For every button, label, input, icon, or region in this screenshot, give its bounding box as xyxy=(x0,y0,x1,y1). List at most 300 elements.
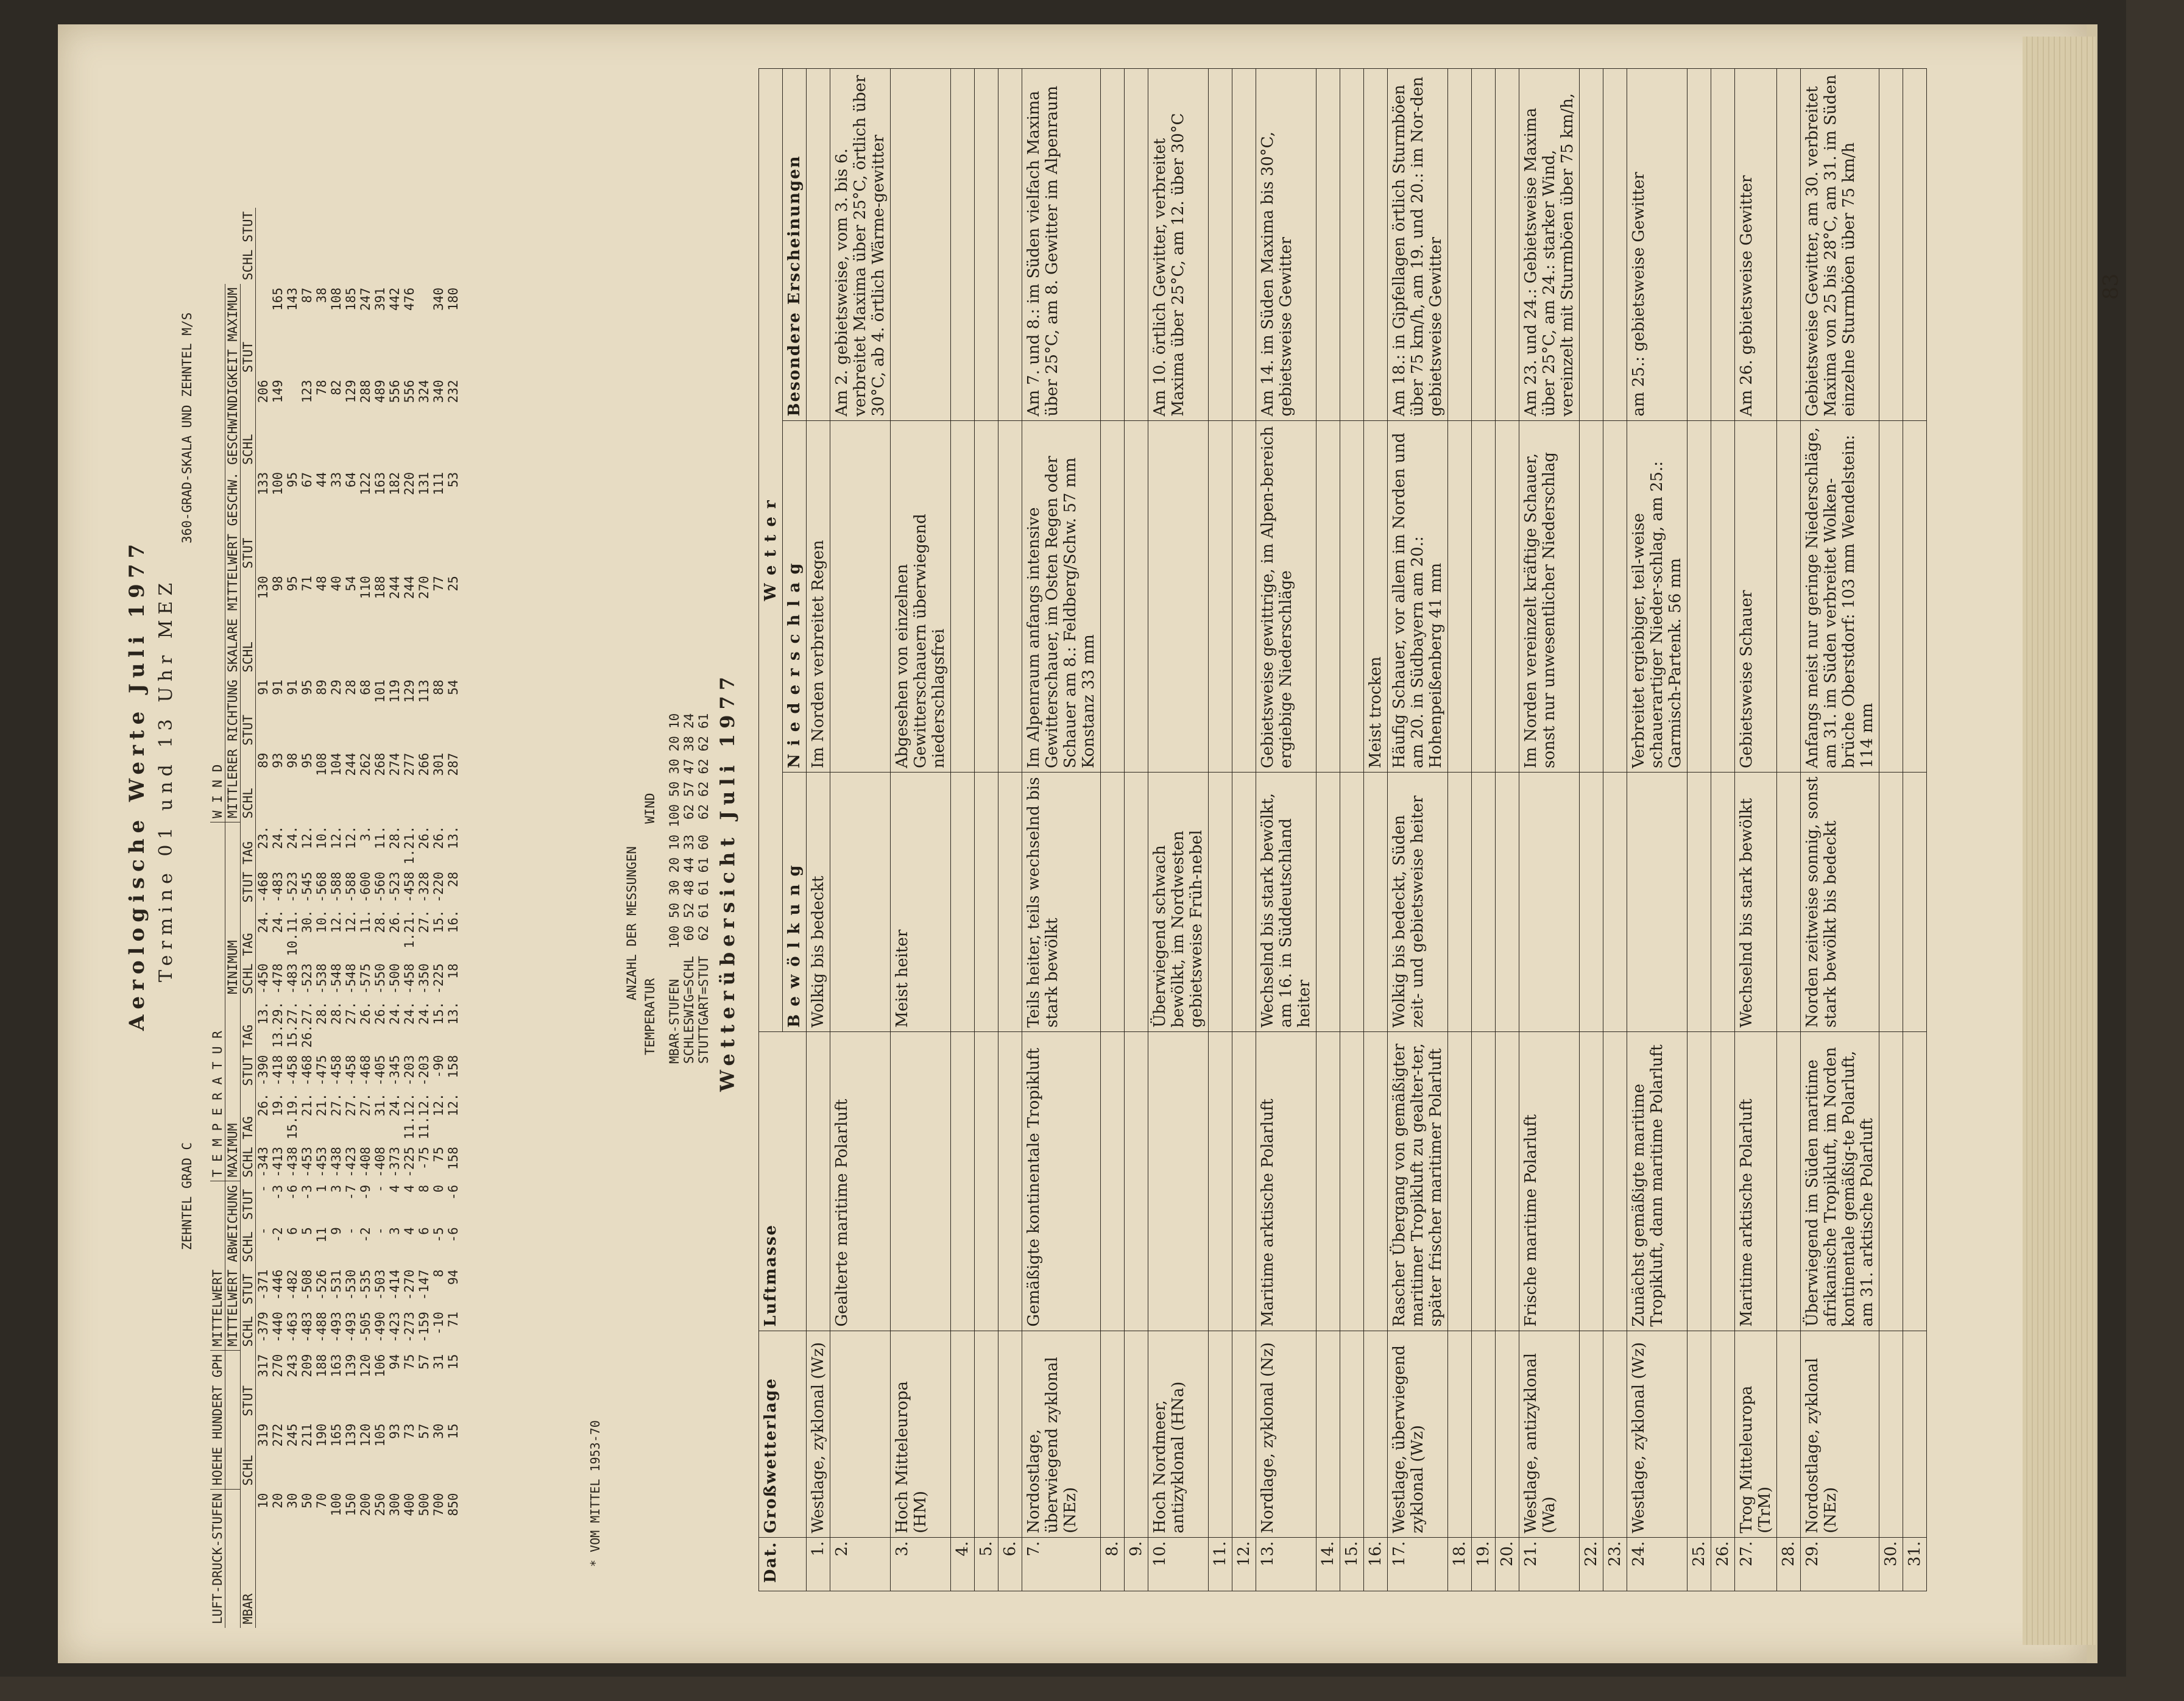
table-cell: -458 xyxy=(402,963,417,994)
table-cell: 13. xyxy=(256,1001,270,1025)
cell-bew xyxy=(1232,773,1256,1032)
cell-luft xyxy=(1364,1031,1388,1331)
table-cell: -483 xyxy=(270,871,285,903)
table-cell: 24 xyxy=(682,713,696,729)
table-row xyxy=(1101,69,1125,1591)
column-header: SCHL xyxy=(241,960,256,998)
cell-gwl: Trog Mitteleuropa (TrM) xyxy=(1735,1331,1777,1537)
table-cell: 93 xyxy=(270,752,285,768)
cell-bes: Gebietsweise Gewitter, am 30. verbreitet Maxima von 25 bis 28°C, am 31. im Süden einzelne Sturmböen über 75 km/h xyxy=(1801,69,1879,421)
cell-bew xyxy=(1101,773,1125,1032)
cell-luft: Rascher Übergang von gemäßigter maritimer Tropikluft zu gealter-ter, später frischer maritimer Polarluft xyxy=(1388,1031,1448,1331)
cell-nied xyxy=(1125,420,1148,772)
table-cell: 15. xyxy=(431,910,446,933)
bes-header: Besondere Erscheinungen xyxy=(783,69,807,421)
table-cell: 18 xyxy=(446,963,461,979)
table-cell: 62 xyxy=(696,804,711,820)
table-cell: 94 xyxy=(387,1354,402,1370)
table-cell: 61 xyxy=(696,713,711,729)
cell-bes xyxy=(1448,69,1472,421)
wind-header: W I N D xyxy=(210,284,225,822)
cell-luft xyxy=(975,1031,998,1331)
table-cell: -423 xyxy=(344,1147,358,1178)
column-header: SCHL xyxy=(241,749,256,822)
cell-luft xyxy=(1125,1031,1148,1331)
cell-nied xyxy=(1777,420,1801,772)
cell-bew xyxy=(1603,773,1627,1032)
table-cell: -548 xyxy=(329,963,344,994)
minimum-sub: MINIMUM xyxy=(225,822,241,998)
cell-luft xyxy=(1603,1031,1627,1331)
table-cell: 24. xyxy=(270,826,285,849)
column-header: STUT xyxy=(241,1052,256,1090)
table-cell: 6 xyxy=(417,1227,431,1235)
cell-dat: 28. xyxy=(1777,1537,1801,1591)
table-cell: -523 xyxy=(300,963,314,994)
table-cell: -531 xyxy=(329,1269,344,1301)
cell-nied xyxy=(1316,420,1340,772)
cell-bew: Meist heiter xyxy=(891,773,951,1032)
table-cell: 319 xyxy=(256,1423,270,1447)
table-cell: 25 xyxy=(446,576,461,592)
cell-dat: 9. xyxy=(1125,1537,1148,1591)
cell-bes xyxy=(1316,69,1340,421)
table-cell: 10.11. xyxy=(285,910,300,957)
cell-nied: Häufig Schauer, vor allem im Norden und am 20. in Südbayern am 20.: Hohenpeißenberg 41 mm xyxy=(1388,420,1448,772)
table-cell: 11. xyxy=(358,910,373,933)
table-cell: 27. xyxy=(344,1093,358,1117)
cell-bew xyxy=(1627,773,1687,1032)
cell-gwl: Westlage, zyklonal (Wz) xyxy=(1627,1331,1687,1537)
cell-bes: Am 7. und 8.: im Süden vielfach Maxima über 25°C, am 8. Gewitter im Alpenraum xyxy=(1022,69,1101,421)
column-header: TAG xyxy=(241,1089,256,1143)
table-cell: -6 xyxy=(446,1227,461,1243)
table-cell xyxy=(417,284,431,376)
weather-body xyxy=(807,69,1927,1591)
table-cell: 12. xyxy=(446,1093,461,1117)
cell-gwl xyxy=(1232,1331,1256,1537)
table-cell: 61 xyxy=(696,880,711,896)
table-row xyxy=(1801,69,1879,1591)
table-cell: 270 xyxy=(417,576,431,599)
table-cell: 95 xyxy=(285,576,300,592)
table-cell: 277 xyxy=(402,752,417,776)
table-row xyxy=(256,208,271,1628)
table-row xyxy=(1580,69,1603,1591)
cell-bes: am 25.: gebietsweise Gewitter xyxy=(1627,69,1687,421)
cell-nied xyxy=(1448,420,1472,772)
bew-header: B e w ö l k u n g xyxy=(783,773,807,1032)
table-cell: 163 xyxy=(329,1354,344,1377)
weather-overview-table xyxy=(758,68,1927,1591)
table-cell: 94 xyxy=(446,1269,461,1285)
cell-bes xyxy=(1687,69,1711,421)
table-cell: 10 xyxy=(256,1493,270,1508)
cell-gwl: Nordlage, zyklonal (Nz) xyxy=(1256,1331,1316,1537)
table-cell: 27. xyxy=(417,910,431,933)
table-cell: 100 xyxy=(270,472,285,495)
table-row xyxy=(446,208,461,1628)
column-header: MBAR xyxy=(241,1490,256,1628)
cell-gwl: Hoch Nordmeer, antizyklonal (HNa) xyxy=(1148,1331,1209,1537)
table-cell: -600 xyxy=(358,871,373,903)
cell-dat: 1. xyxy=(807,1537,830,1591)
table-cell: 139 xyxy=(344,1423,358,1447)
table-cell: 188 xyxy=(373,576,387,599)
cell-luft xyxy=(1209,1031,1232,1331)
table-cell: 44 xyxy=(314,472,329,488)
table-cell: 89 xyxy=(314,679,329,695)
table-cell: 60 xyxy=(696,834,711,850)
table-cell: 91 xyxy=(285,679,300,695)
cell-nied xyxy=(1472,420,1496,772)
cell-nied: Abgesehen von einzelnen Gewitterschauern überwiegend niederschlagsfrei xyxy=(891,420,951,772)
column-header: SCHL xyxy=(241,1143,256,1181)
cell-bew xyxy=(1448,773,1472,1032)
table-cell: 47 xyxy=(682,759,696,774)
cell-bes xyxy=(951,69,975,421)
table-cell: 12. xyxy=(329,910,344,933)
cell-bes xyxy=(807,69,830,421)
table-cell: 89 xyxy=(256,752,270,768)
table-cell: 15 xyxy=(446,1354,461,1370)
table-cell: 108 xyxy=(329,288,344,311)
cell-bew xyxy=(975,773,998,1032)
table-cell: -503 xyxy=(373,1269,387,1301)
table-cell: 68 xyxy=(358,679,373,695)
cell-dat: 5. xyxy=(975,1537,998,1591)
table-cell: 133 xyxy=(256,472,270,495)
table-cell: -446 xyxy=(270,1269,285,1301)
height-header: HOEHE HUNDERT GPH xyxy=(210,1351,225,1490)
table-cell: -390 xyxy=(256,1055,270,1086)
table-cell: 556 xyxy=(387,380,402,403)
table-cell: -6 xyxy=(446,1184,461,1201)
table-cell: -350 xyxy=(417,963,431,994)
column-header: SCHL xyxy=(241,572,256,676)
cell-nied xyxy=(1580,420,1603,772)
table-cell: 30 xyxy=(667,759,682,774)
cell-luft: Überwiegend im Süden maritime afrikanische Tropikluft, im Norden kontinentale gemäßig-te Polarluft, am 31. arktische Polarluft xyxy=(1801,1031,1879,1331)
table-cell: 12. xyxy=(344,826,358,849)
table-cell: 62 xyxy=(696,759,711,774)
cell-bew xyxy=(1496,773,1519,1032)
table-row xyxy=(285,208,300,1628)
cell-gwl xyxy=(1472,1331,1496,1537)
table-cell: -418 xyxy=(270,1055,285,1086)
column-header: TAG xyxy=(241,906,256,960)
table-cell: 4 xyxy=(402,1227,417,1235)
table-cell: 220 xyxy=(402,472,417,495)
cell-bes xyxy=(1580,69,1603,421)
table-cell: 54 xyxy=(344,576,358,592)
table-cell: 11 xyxy=(314,1227,329,1243)
table-cell: -458 xyxy=(344,1055,358,1086)
cell-dat: 23. xyxy=(1603,1537,1627,1591)
cell-gwl xyxy=(975,1331,998,1537)
table-cell: 391 xyxy=(373,288,387,311)
richtung-sub: MITTLERER RICHTUNG xyxy=(225,676,241,822)
table-cell: 67 xyxy=(300,472,314,488)
table-cell: 15.27. xyxy=(285,1001,300,1048)
table-cell: -423 xyxy=(387,1312,402,1343)
cell-bew: Überwiegend schwach bewölkt, im Nordwesten gebietsweise Früh-nebel xyxy=(1148,773,1209,1032)
table-row xyxy=(1125,69,1148,1591)
table-cell: -550 xyxy=(373,963,387,994)
table-cell: - xyxy=(373,1184,387,1193)
column-header: SCHL xyxy=(241,376,256,468)
cell-gwl xyxy=(1125,1331,1148,1537)
table-cell: 21. xyxy=(300,1093,314,1117)
table-cell: 73 xyxy=(402,1423,417,1439)
cell-nied xyxy=(1879,420,1903,772)
table-row xyxy=(402,208,417,1628)
table-cell: 3 xyxy=(329,1184,344,1193)
table-row xyxy=(1209,69,1232,1591)
table-cell: 119 xyxy=(387,679,402,703)
page-number: 83 xyxy=(2099,273,2123,300)
table-cell: 95 xyxy=(300,752,314,768)
table-cell: -538 xyxy=(314,963,329,994)
table-cell: -440 xyxy=(270,1312,285,1343)
cell-bew xyxy=(1125,773,1148,1032)
cell-luft xyxy=(1711,1031,1735,1331)
table-cell: -438 xyxy=(329,1147,344,1178)
cell-gwl xyxy=(1364,1331,1388,1537)
table-cell: 301 xyxy=(431,752,446,776)
cell-bew xyxy=(1687,773,1711,1032)
table-cell: -405 xyxy=(373,1055,387,1086)
cell-nied: Im Alpenraum anfangs intensive Gewitterschauer, im Osten Regen oder Schauer am 8.: Feldberg/Schw. 57 mm Konstanz 33 mm xyxy=(1022,420,1101,772)
table-cell: 13. xyxy=(446,1001,461,1025)
table-cell: -468 xyxy=(256,871,270,903)
cell-bew xyxy=(1519,773,1580,1032)
table-cell: -560 xyxy=(373,871,387,903)
table-cell: 28. xyxy=(387,826,402,849)
table-cell: 10 xyxy=(667,713,682,729)
cell-bes: Am 14. im Süden Maxima bis 30°C, gebietsweise Gewitter xyxy=(1256,69,1316,421)
cell-dat: 11. xyxy=(1209,1537,1232,1591)
table-cell: 71 xyxy=(300,576,314,592)
table-cell: 26.27. xyxy=(300,1001,314,1048)
wetter-title: Wetterübersicht Juli 1977 xyxy=(716,671,739,1092)
table-cell: 442 xyxy=(387,288,402,311)
table-cell: -270 xyxy=(402,1269,417,1301)
cell-dat: 31. xyxy=(1903,1537,1927,1591)
table-cell: -500 xyxy=(387,963,402,994)
table-cell: 209 xyxy=(300,1354,314,1377)
table-cell: 12. xyxy=(344,910,358,933)
table-cell: 62 xyxy=(682,804,696,820)
table-cell: -413 xyxy=(270,1147,285,1178)
table-cell: 10 xyxy=(667,834,682,850)
cell-luft xyxy=(1148,1031,1209,1331)
table-cell: 489 xyxy=(373,380,387,403)
table-cell: 13.29. xyxy=(270,1001,285,1048)
table-cell: 24. xyxy=(270,910,285,933)
table-cell: 104 xyxy=(329,752,344,776)
table-cell: -10 xyxy=(431,1312,446,1335)
table-cell: 28. xyxy=(329,1001,344,1025)
cell-gwl xyxy=(951,1331,975,1537)
table-cell: 50 xyxy=(300,1493,314,1508)
table-cell: 105 xyxy=(373,1423,387,1447)
table-cell: -482 xyxy=(285,1269,300,1301)
table-row xyxy=(417,208,431,1628)
table-cell: 12. xyxy=(300,826,314,849)
cell-dat: 15. xyxy=(1340,1537,1364,1591)
cell-luft xyxy=(1687,1031,1711,1331)
table-cell: 113 xyxy=(417,679,431,703)
table-cell: 3 xyxy=(387,1227,402,1235)
cell-luft xyxy=(1232,1031,1256,1331)
column-header: STUT xyxy=(241,1351,256,1420)
table-cell: 82 xyxy=(329,380,344,395)
table-cell: 340 xyxy=(431,380,446,403)
table-cell: 8 xyxy=(417,1184,431,1193)
table-cell: 272 xyxy=(270,1423,285,1447)
table-row xyxy=(300,208,314,1628)
table-row xyxy=(1627,69,1687,1591)
table-row xyxy=(667,710,682,1067)
table-cell: -530 xyxy=(344,1269,358,1301)
column-header: STUT xyxy=(241,469,256,572)
table-cell: 163 xyxy=(373,472,387,495)
table-cell: -526 xyxy=(314,1269,329,1301)
table-cell: -588 xyxy=(344,871,358,903)
cell-bew xyxy=(1903,773,1927,1032)
cell-gwl: Westlage, überwiegend zyklonal (Wz) xyxy=(1388,1331,1448,1537)
cell-nied xyxy=(1101,420,1125,772)
table-row xyxy=(830,69,891,1591)
table-cell: 28 xyxy=(446,871,461,888)
cell-nied xyxy=(1148,420,1209,772)
table-row xyxy=(1711,69,1735,1591)
table-cell: -493 xyxy=(329,1312,344,1343)
table-cell: 15. xyxy=(431,1001,446,1025)
cell-luft: Zunächst gemäßigte maritime Tropikluft, dann maritime Polarluft xyxy=(1627,1031,1687,1331)
cell-nied xyxy=(1232,420,1256,772)
table-row xyxy=(1232,69,1256,1591)
cell-bes xyxy=(1232,69,1256,421)
table-cell: -371 xyxy=(256,1269,270,1301)
table-cell: 4 xyxy=(387,1184,402,1193)
cell-luft xyxy=(1496,1031,1519,1331)
cell-bes xyxy=(1903,69,1927,421)
table-cell: SCHLESWIG=SCHL xyxy=(682,955,696,1064)
table-row xyxy=(807,69,830,1591)
column-header-row xyxy=(241,208,256,1628)
cell-dat: 4. xyxy=(951,1537,975,1591)
cell-dat: 13. xyxy=(1256,1537,1316,1591)
table-cell: -475 xyxy=(314,1055,329,1086)
table-cell: 150 xyxy=(344,1493,358,1516)
table-cell: 158 xyxy=(446,1055,461,1078)
table-cell: -90 xyxy=(431,1055,446,1078)
table-cell: 182 xyxy=(387,472,402,495)
column-header: TAG xyxy=(241,822,256,868)
cell-nied xyxy=(1209,420,1232,772)
table-cell: 24. xyxy=(285,826,300,849)
cell-bes: Am 18.: in Gipfellagen örtlich Sturmböen über 75 km/h, am 19. und 20.: im Nor-den gebietsweise Gewitter xyxy=(1388,69,1448,421)
table-cell: -6 xyxy=(285,1184,300,1201)
cell-luft xyxy=(951,1031,975,1331)
table-cell: 500 xyxy=(417,1493,431,1516)
temp-unit: ZEHNTEL GRAD C xyxy=(180,1142,194,1250)
table-cell: 93 xyxy=(387,1423,402,1439)
table-cell: 60 xyxy=(682,925,696,941)
column-header: TAG xyxy=(241,998,256,1052)
table-cell: 120 xyxy=(358,1354,373,1377)
table-cell: 180 xyxy=(446,288,461,311)
cell-gwl xyxy=(1496,1331,1519,1537)
cell-bew xyxy=(1316,773,1340,1032)
cell-bew: Teils heiter, teils wechselnd bis stark bewölkt xyxy=(1022,773,1101,1032)
gwl-header: Großwetterlage xyxy=(759,1331,807,1537)
table-cell: 20 xyxy=(270,1493,285,1508)
table-cell: -3 xyxy=(300,1184,314,1201)
table-cell: 122 xyxy=(358,472,373,495)
column-header: STUT xyxy=(241,1181,256,1223)
count-temp-label: TEMPERATUR xyxy=(643,978,657,1055)
table-cell: 87 xyxy=(300,288,314,303)
table-cell: 30. xyxy=(300,910,314,933)
table-cell: -345 xyxy=(387,1055,402,1086)
table-cell: -3 xyxy=(270,1184,285,1201)
table-cell: -9 xyxy=(358,1184,373,1201)
cell-bew: Wolkig bis bedeckt xyxy=(807,773,830,1032)
wetter-header: W e t t e r xyxy=(759,69,783,1032)
table-cell: 11.12. xyxy=(417,1093,431,1140)
mittel-sub: MITTELWERT xyxy=(225,1266,241,1351)
cell-bew: Norden zeitweise sonnig, sonst stark bewölkt bis bedeckt xyxy=(1801,773,1879,1032)
nied-header: N i e d e r s c h l a g xyxy=(783,420,807,772)
cell-dat: 27. xyxy=(1735,1537,1777,1591)
column-header: STUT xyxy=(241,284,256,376)
table-cell: 30 xyxy=(431,1423,446,1439)
table-cell: -458 xyxy=(402,871,417,903)
table-row xyxy=(696,710,711,1067)
cell-luft xyxy=(1472,1031,1496,1331)
table-cell: 206 xyxy=(256,380,270,403)
table-cell: 324 xyxy=(417,380,431,403)
cell-dat: 14. xyxy=(1316,1537,1340,1591)
table-row xyxy=(344,208,358,1628)
table-cell: 91 xyxy=(270,679,285,695)
cell-luft xyxy=(1777,1031,1801,1331)
table-cell: 38 xyxy=(314,288,329,303)
cell-bes xyxy=(998,69,1022,421)
table-row xyxy=(975,69,998,1591)
cell-nied: Im Norden verbreitet Regen xyxy=(807,420,830,772)
table-cell: 129 xyxy=(344,380,358,403)
table-cell: 143 xyxy=(285,288,300,311)
table-cell: 50 xyxy=(667,902,682,919)
table-row xyxy=(1022,69,1101,1591)
cell-bes xyxy=(1125,69,1148,421)
table-cell: 16. xyxy=(446,910,461,933)
table-cell: -483 xyxy=(300,1312,314,1343)
table-cell: 149 xyxy=(270,380,285,403)
cell-bes xyxy=(1364,69,1388,421)
table-cell: 48 xyxy=(682,880,696,896)
table-cell: 188 xyxy=(314,1354,329,1377)
cell-dat: 22. xyxy=(1580,1537,1603,1591)
table-cell: 317 xyxy=(256,1354,270,1377)
table-row xyxy=(1735,69,1777,1591)
table-cell: 6 xyxy=(285,1227,300,1235)
column-header: SCHL xyxy=(241,1308,256,1350)
